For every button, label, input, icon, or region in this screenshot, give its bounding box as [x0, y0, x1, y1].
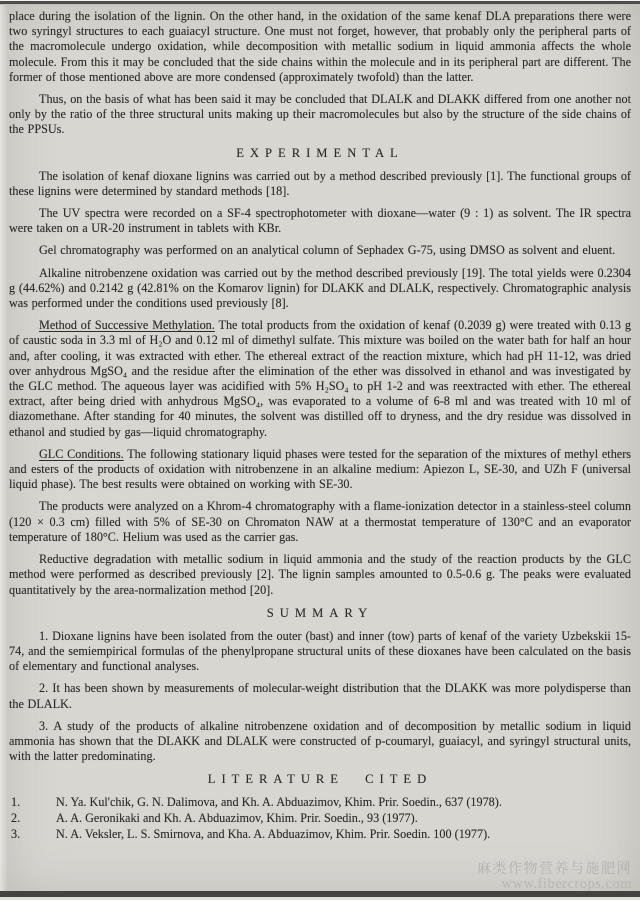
reference-text: A. A. Geronikaki and Kh. A. Abduazimov, Khim. Prir. Soedin., 93 (1977).	[56, 810, 418, 825]
summary-item-2: 2. It has been shown by measurements of molecular-weight distribution that the DLAKK was more polydisperse than the DLALK.	[9, 681, 631, 711]
paragraph: Thus, on the basis of what has been said it may be concluded that DLALK and DLAKK differed from one another not only by the ratio of the three structural units making up their macromolecules but also by the structure of the side chains of the PPSUs.	[9, 92, 631, 137]
reference-item	[9, 811, 631, 827]
paragraph-text: The total products from the oxidation of kenaf (0.2039 g) were treated with 0.13 g of caustic soda in 3.3 ml of H₂O and 0.12 ml of dimethyl sulfate. This mixture was boiled on the water bath for half an hour and, after cooling, it was extracted with ether. The ethereal extract of the reaction mixture, which had pH 11-12, was dried over anhydrous MgSO₄ and the residue after the elimination of the ether was dissolved in ethanol and was investigated by the GLC method. The aqueous layer was acidified with 5% H₂SO₄ to pH 1-2 and was reextracted with ether. The ethereal extract, after being dried with anhydrous MgSO₄, was evaporated to a volume of 6-8 ml and was treated with 10 ml of diazomethane. After standing for 40 minutes, the solvent was distilled off to dryness, and the dry residue was dissolved in ethanol and studied by gas—liquid chromatography.	[9, 318, 631, 439]
reference-item	[9, 827, 631, 843]
underlined-lead-in: GLC Conditions.	[39, 446, 124, 461]
section-heading-literature-cited: LITERATURE CITED	[207, 772, 433, 787]
reference-item	[9, 795, 631, 811]
site-watermark	[477, 862, 632, 892]
reference-number: 1.	[11, 795, 21, 810]
underlined-lead-in: Method of Successive Methylation.	[39, 318, 215, 333]
scan-edge-left	[0, 0, 8, 900]
reference-text: N. Ya. Kul'chik, G. N. Dalimova, and Kh. A. Abduazimov, Khim. Prir. Soedin., 637 (1978).	[56, 795, 502, 810]
paragraph: The UV spectra were recorded on a SF-4 spectrophotometer with dioxane—water (9 : 1) as solvent. The IR spectra were taken on a UR-20 instrument in tablets with KBr.	[9, 206, 631, 236]
reference-list	[9, 795, 631, 842]
paragraph: Alkaline nitrobenzene oxidation was carried out by the method described previously [19]. The total yields were 0.2304 g (44.62%) and 0.2142 g (42.81% on the Komarov lignin) for DLAKK and DLALK, respectively. Chromatographic analysis was performed under the conditions used previously [8].	[9, 265, 631, 311]
paragraph: The products were analyzed on a Khrom-4 chromatography with a flame-ionization detector in a stainless-steel column (120 × 0.3 cm) filled with 5% of SE-30 on Chromaton NAW at a thermostat temperature of 130°C and an evaporator temperature of 180°C. Helium was used as the carrier gas.	[9, 499, 631, 544]
document-body	[9, 9, 631, 842]
watermark-url-text: www.fibercrops.com	[501, 876, 632, 892]
scan-edge-bottom	[0, 891, 640, 900]
section-heading-experimental: EXPERIMENTAL	[236, 145, 404, 160]
paragraph-glc-conditions	[9, 447, 631, 493]
paragraph-text: The following stationary liquid phases were tested for the separation of the mixtures of methyl ethers and esters of the products of oxidation with nitrobenzene in an alkaline medium: Apiezon L, SE-30, and UZh F (universal liquid phase). The best results were obtained on working with SE-30.	[9, 446, 631, 492]
summary-item-3: 3. A study of the products of alkaline nitrobenzene oxidation and of decomposition by metallic sodium in liquid ammonia has shown that the DLAKK and DLALK were constructed of p-coumaryl, guaiacyl, and syringyl structural units, with the latter predominating.	[9, 718, 631, 764]
scan-edge-top	[0, 0, 640, 5]
paragraph: Reductive degradation with metallic sodium in liquid ammonia and the study of the reaction products by the GLC method were performed as described previously [2]. The lignin samples amounted to 0.5-0.6 g. The peaks were evaluated quantitatively by the area-normalization method [20].	[9, 552, 631, 597]
reference-text: N. A. Veksler, L. S. Smirnova, and Kha. A. Abduazimov, Khim. Prir. Soedin. 100 (1977).	[56, 826, 491, 841]
paragraph-method-of-successive-methylation	[9, 318, 631, 440]
section-heading-summary: SUMMARY	[266, 605, 374, 620]
summary-item-1: 1. Dioxane lignins have been isolated from the outer (bast) and inner (tow) parts of kenaf of the variety Uzbekskii 15-74, and the semiempirical formulas of the phenylpropane structural units of these dioxanes have been calculated on the basis of elementary and functional analyses.	[9, 628, 631, 674]
reference-number: 3.	[11, 826, 21, 841]
watermark-chinese-text: 麻类作物营养与施肥网	[477, 862, 632, 877]
paragraph-continuation: place during the isolation of the lignin. On the other hand, in the oxidation of the same kenaf DLA preparations there were two syringyl structures to each guaiacyl structure. One must not forget, however, that probably only the peripheral parts of the macromolecule undergo oxidation, while decomposition with metallic sodium in liquid ammonia affects the whole molecule. From this it may be concluded that the side chains within the molecule and in its peripheral part are different. The former of those mentioned above are more condensed (approximately twofold) than the latter.	[9, 9, 631, 84]
reference-number: 2.	[11, 810, 21, 825]
paragraph: Gel chromatography was performed on an analytical column of Sephadex G-75, using DMSO as solvent and eluent.	[39, 243, 616, 258]
paragraph: The isolation of kenaf dioxane lignins was carried out by a method described previously [1]. The functional groups of these lignins were determined by standard methods [18].	[9, 168, 631, 198]
